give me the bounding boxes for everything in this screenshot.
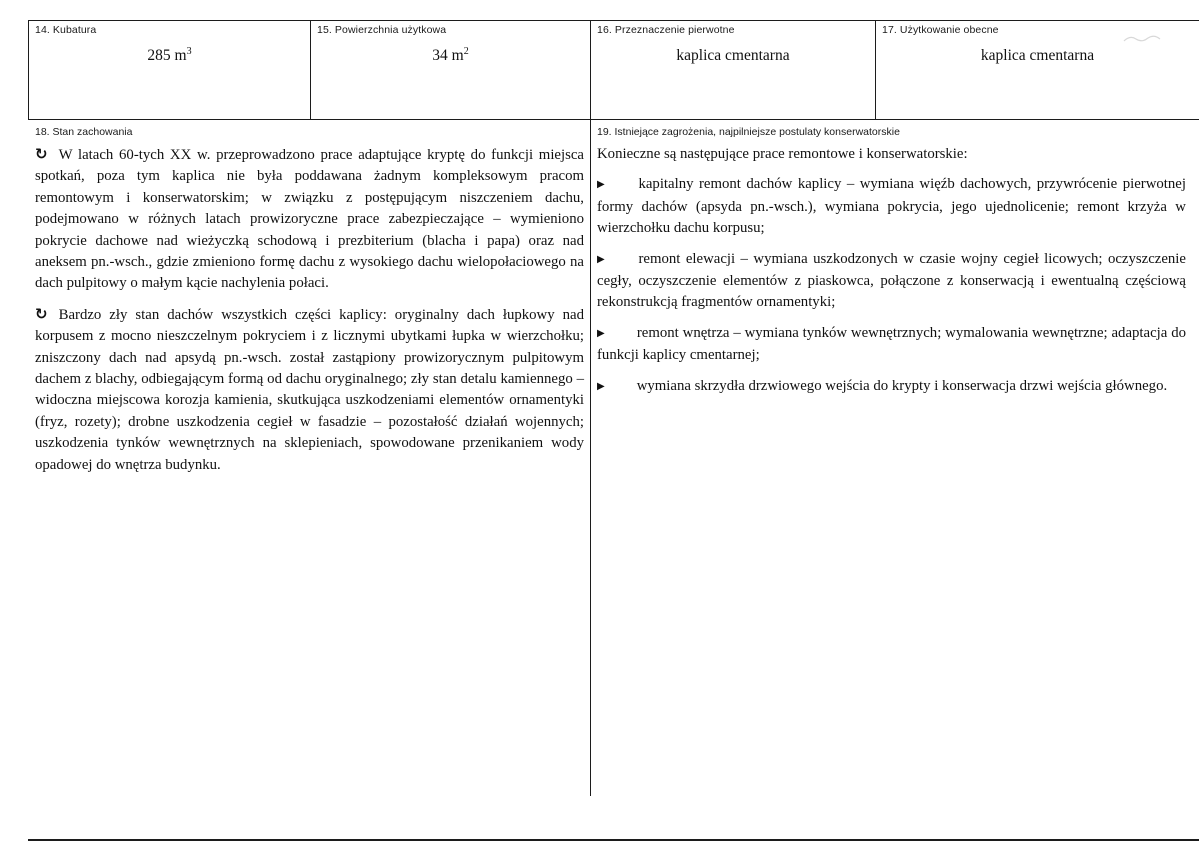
curved-arrow-bullet-icon: ↻ bbox=[35, 304, 48, 323]
field-przeznaczenie-pierwotne bbox=[591, 21, 876, 119]
triangle-bullet-icon: ▶ bbox=[597, 179, 607, 191]
field-label: 16. Przeznaczenie pierwotne bbox=[597, 24, 735, 36]
bottom-border-line bbox=[28, 839, 1199, 841]
pencil-scan-mark bbox=[1122, 32, 1162, 46]
fields-row bbox=[28, 20, 1199, 120]
paragraph bbox=[35, 304, 584, 476]
list-item bbox=[597, 249, 1186, 314]
triangle-bullet-icon: ▶ bbox=[597, 253, 607, 265]
column-divider-line bbox=[590, 120, 591, 796]
paragraph-text: Bardzo zły stan dachów wszystkich części kaplicy: oryginalny dach łupkowy nad korpusem z mocno nieszczelnym pokryciem i z licznymi ubytkami łupka w wierzchołku; zniszczony dach nad apsydą pn.-wsch. został zastąpiony prowizorycznym pulpitowym dachem z blachy, odbiegającym formą od dachu oryginalnego; zły stan detalu kamiennego – widoczna miejscowa korozja kamienia, skutkująca uszkodzeniami elementów ornamentyki (fryz, rozety); drobne uszkodzenia cegieł w fasadzie – pozostałość działań wojennych; uszkodzenia tynków wewnętrznych na sklepieniach, spowodowane przenikaniem wody opadowej do wnętrza budynku. bbox=[35, 306, 584, 473]
curved-arrow-bullet-icon: ↻ bbox=[35, 145, 48, 163]
field-label: 15. Powierzchnia użytkowa bbox=[317, 24, 447, 36]
value-text: kaplica cmentarna bbox=[980, 47, 1095, 65]
field-value bbox=[35, 46, 304, 65]
field-value bbox=[597, 46, 869, 65]
triangle-bullet-icon: ▶ bbox=[597, 327, 605, 339]
paragraph-text: W latach 60-tych XX w. przeprowadzono prace adaptujące kryptę do funkcji miejsca spotkań, poza tym kaplica nie była poddawana żadnym kompleksowym pracom remontowym i konserwatorskim; w związku z postępującym niszczeniem dachu, podejmowano w różnych latach prowizoryczne prace zabezpieczające – wymieniono pokrycie dachowe nad wieżyczką schodową i prezbiterium (blacha i papa) oraz nad aneksem pn.-wsch., gdzie zmieniono formę dachu z wysokiego dachu wielopołaciowego na dach pulpitowy o małym kącie nachylenia połaci. bbox=[35, 147, 584, 292]
section-18-label: 18. Stan zachowania bbox=[35, 126, 133, 138]
section-19-body bbox=[597, 144, 1186, 407]
value-superscript: 2 bbox=[463, 46, 469, 57]
value-text: kaplica cmentarna bbox=[676, 47, 790, 65]
list-item bbox=[597, 376, 1186, 398]
value-superscript: 3 bbox=[186, 46, 192, 57]
section-18-body bbox=[35, 144, 584, 485]
list-item-text: kapitalny remont dachów kaplicy – wymiana więźb dachowych, przywrócenie pierwotnej formy dachów (apsyda pn.-wsch.), wymiana pokrycia, jego ujednolicenie; remont krzyża w wierzchołku dachu korpusu; bbox=[597, 176, 1186, 237]
list-item bbox=[597, 323, 1186, 367]
field-kubatura bbox=[29, 21, 311, 119]
field-label: 14. Kubatura bbox=[35, 24, 97, 36]
field-value bbox=[882, 46, 1193, 65]
paragraph bbox=[35, 144, 584, 295]
field-powierzchnia-uzytkowa bbox=[311, 21, 591, 119]
value-text: 285 m bbox=[147, 47, 187, 65]
list-item-text: wymiana skrzydła drzwiowego wejścia do krypty i konserwacja drzwi wejścia głównego. bbox=[636, 377, 1168, 394]
value-text: 34 m bbox=[432, 47, 464, 65]
field-label: 17. Użytkowanie obecne bbox=[882, 24, 999, 36]
list-item-text: remont elewacji – wymiana uszkodzonych w czasie wojny cegieł licowych; oczyszczenie cegły, oczyszczenie elementów z piaskowca, połączone z konserwacją i ewentualną częściową rekonstrukcją fragmentów ornamentyki; bbox=[597, 250, 1186, 311]
list-item-text: remont wnętrza – wymiana tynków wewnętrznych; wymalowania wewnętrzne; adaptacja do funkcji kaplicy cmentarnej; bbox=[597, 324, 1186, 364]
field-value bbox=[317, 46, 584, 65]
triangle-bullet-icon: ▶ bbox=[597, 380, 605, 392]
section-19-label: 19. Istniejące zagrożenia, najpilniejsze postulaty konserwatorskie bbox=[597, 126, 900, 138]
intro-line: Konieczne są następujące prace remontowe i konserwatorskie: bbox=[597, 146, 968, 162]
list-item bbox=[597, 174, 1186, 239]
